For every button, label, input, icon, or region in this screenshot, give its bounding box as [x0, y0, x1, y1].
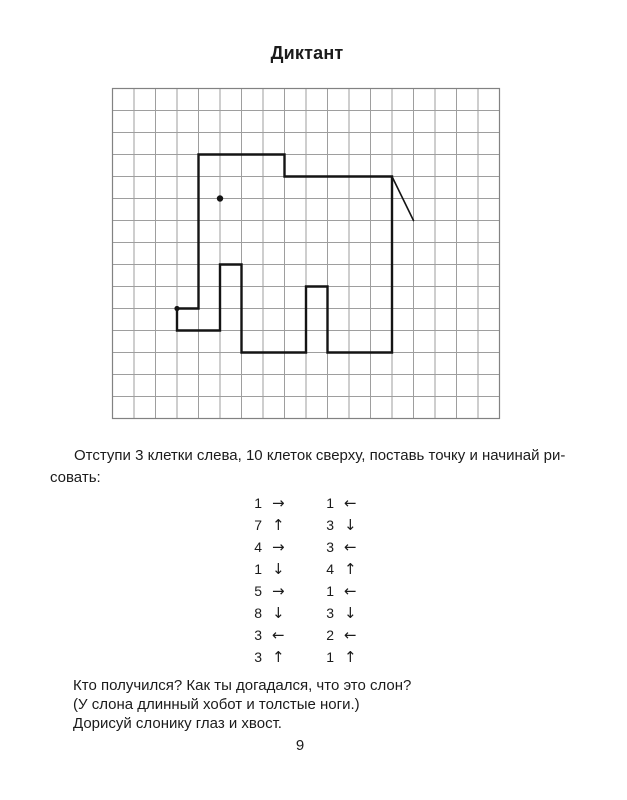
step-column2-0-arrow-icon: ←: [344, 494, 357, 512]
step-column1-0-arrow-icon: →: [272, 494, 285, 512]
step-column1-7-count: 3: [254, 649, 262, 665]
step-column1-7-arrow-icon: ↑: [272, 648, 285, 666]
step-column1-1-arrow-icon: ↑: [272, 516, 285, 534]
grid-with-elephant-drawing: [111, 87, 501, 420]
step-column1-4-count: 5: [254, 583, 262, 599]
step-column2-7-arrow-icon: ↑: [344, 648, 357, 666]
step-column2-5-arrow-icon: ↓: [344, 604, 357, 622]
step-column2-4-count: 1: [326, 583, 334, 599]
instructions-line-1: Отступи 3 клетки слева, 10 клеток сверху, поставь точку и начинай ри-: [74, 447, 566, 464]
step-column2-2-arrow-icon: ←: [344, 538, 357, 556]
elephant-eye-dot: [217, 195, 223, 201]
instructions-line-2: совать:: [50, 469, 101, 486]
step-column2-0-count: 1: [326, 495, 334, 511]
step-column1-6-count: 3: [254, 627, 262, 643]
step-column2-4-arrow-icon: ←: [344, 582, 357, 600]
page-number: 9: [295, 737, 305, 754]
step-column1-0-count: 1: [254, 495, 262, 511]
step-column1-2-count: 4: [254, 539, 262, 555]
page-title: Диктант: [270, 43, 344, 63]
question-line-2: (У слона длинный хобот и толстые ноги.): [73, 696, 360, 713]
step-column1-3-arrow-icon: ↓: [272, 560, 285, 578]
question-line-1: Кто получился? Как ты догадался, что это слон?: [73, 677, 412, 694]
dictation-steps-list: [230, 492, 364, 668]
step-column2-1-count: 3: [326, 517, 334, 533]
step-column2-3-count: 4: [326, 561, 334, 577]
step-column1-2-arrow-icon: →: [272, 538, 285, 556]
instructions-paragraph: [50, 445, 580, 489]
step-column1-4-arrow-icon: →: [272, 582, 285, 600]
questions-paragraph: [50, 676, 590, 733]
step-column2-6-count: 2: [326, 627, 334, 643]
step-column1-1-count: 7: [254, 517, 262, 533]
step-column1-3-count: 1: [254, 561, 262, 577]
step-column2-6-arrow-icon: ←: [344, 626, 357, 644]
step-column2-2-count: 3: [326, 539, 334, 555]
step-column2-1-arrow-icon: ↓: [344, 516, 357, 534]
step-column1-6-arrow-icon: ←: [272, 626, 285, 644]
dictation-grid: [111, 87, 501, 425]
step-column2-5-count: 3: [326, 605, 334, 621]
step-column2-7-count: 1: [326, 649, 334, 665]
step-column1-5-count: 8: [254, 605, 262, 621]
step-column1-5-arrow-icon: ↓: [272, 604, 285, 622]
start-point-dot: [174, 306, 179, 311]
step-column2-3-arrow-icon: ↑: [344, 560, 357, 578]
question-line-3: Дорисуй слонику глаз и хвост.: [73, 715, 282, 732]
